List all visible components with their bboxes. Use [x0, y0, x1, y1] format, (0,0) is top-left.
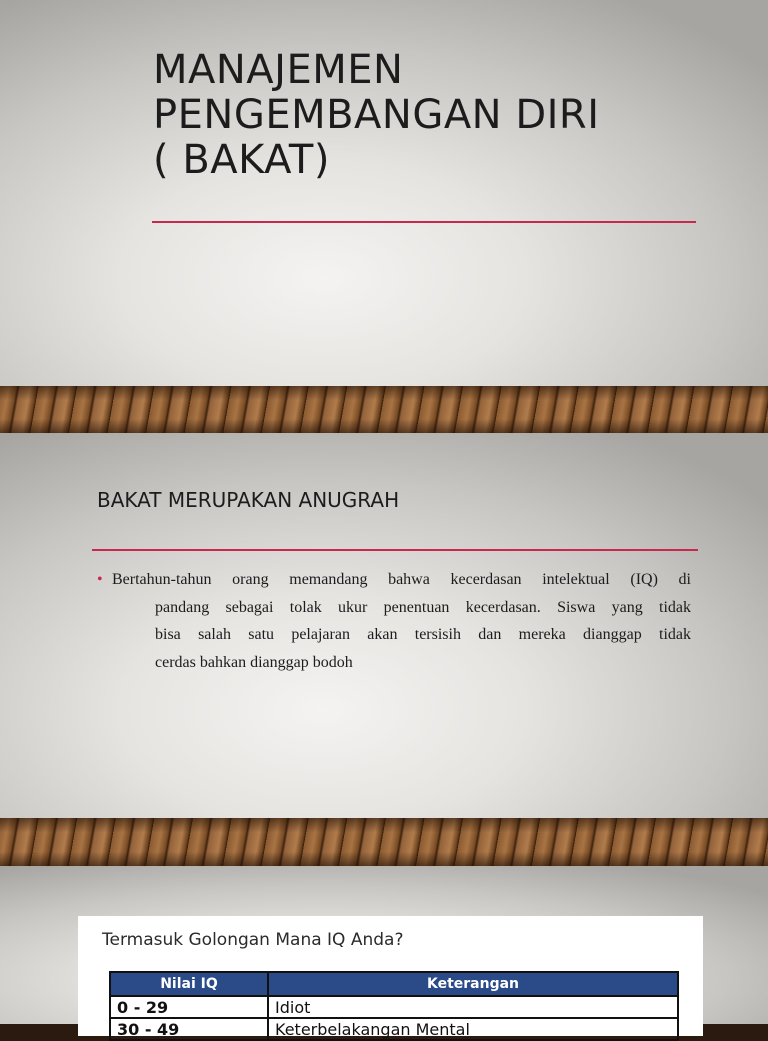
slide-bakat — [0, 433, 768, 818]
iq-table-image — [78, 916, 703, 1039]
table-cell-nilai: 0 - 29 — [110, 996, 268, 1018]
wood-floor-divider — [0, 818, 768, 866]
table-cell-keterangan: Keterbelakangan Mental — [268, 1018, 678, 1040]
title-line-2: PENGEMBANGAN DIRI — [153, 92, 600, 138]
table-row — [110, 996, 678, 1018]
slide-title-heading — [153, 48, 600, 183]
table-header-row — [110, 972, 678, 996]
title-line-1: MANAJEMEN — [153, 47, 404, 93]
bullet-line-3: bisa salah satu pelajaran akan tersisih dan mereka dianggap tidak — [155, 626, 691, 643]
table-cell-nilai: 30 - 49 — [110, 1018, 268, 1040]
iq-table-title: Termasuk Golongan Mana IQ Anda? — [102, 930, 404, 950]
wood-floor-divider — [0, 386, 768, 433]
bullet-line-1: Bertahun-tahun orang memandang bahwa kecerdasan intelektual (IQ) di — [112, 571, 691, 588]
bullet-paragraph — [97, 566, 691, 676]
heading-divider — [92, 549, 698, 551]
slide-heading: BAKAT MERUPAKAN ANUGRAH — [97, 488, 400, 512]
slide-iq-table — [0, 866, 768, 1039]
column-header-nilai: Nilai IQ — [110, 972, 268, 996]
table-cell-keterangan: Idiot — [268, 996, 678, 1018]
bullet-line-2: pandang sebagai tolak ukur penentuan kecerdasan. Siswa yang tidak — [155, 598, 691, 616]
title-divider — [152, 221, 696, 223]
table-row — [110, 1018, 678, 1040]
bullet-line-4: cerdas bahkan dianggap bodoh — [155, 653, 353, 671]
column-header-keterangan: Keterangan — [268, 972, 678, 996]
bullet-dot-icon: • — [97, 571, 103, 588]
slide-title — [0, 0, 768, 386]
iq-table — [109, 971, 679, 1041]
title-line-3: ( BAKAT) — [153, 137, 330, 183]
